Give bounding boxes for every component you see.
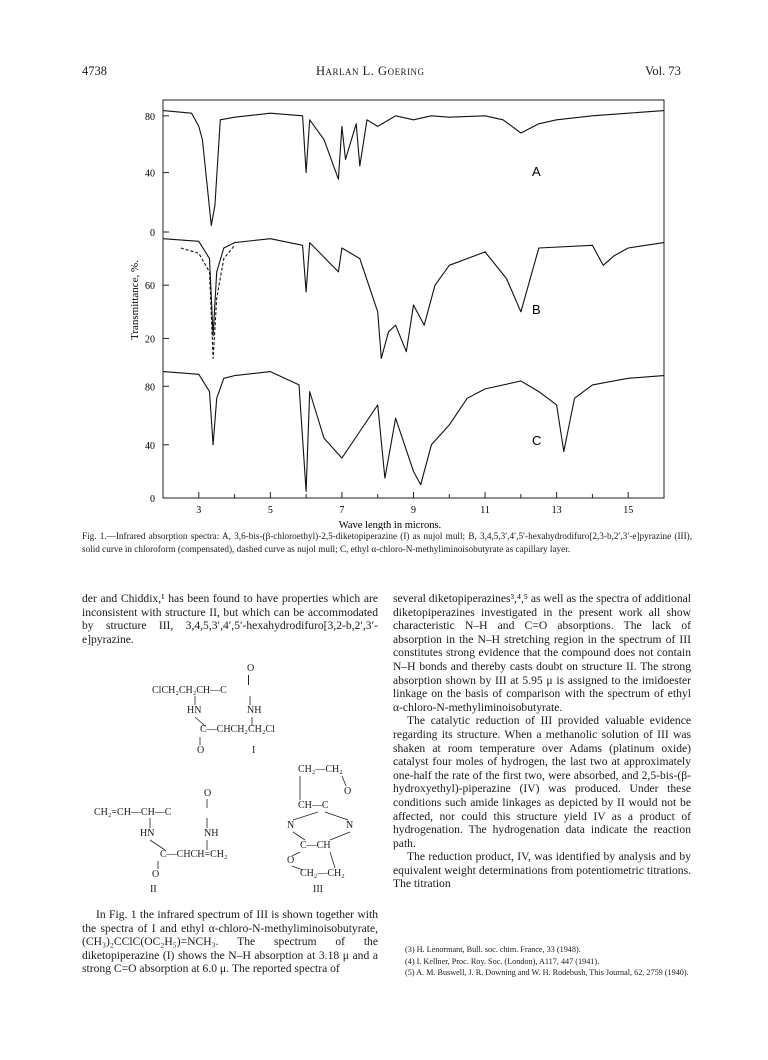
x-tick-label: 11: [480, 505, 490, 516]
y-tick-label: 80: [145, 111, 155, 123]
y-tick-label: 40: [145, 440, 155, 452]
panel-label-b: B: [532, 302, 541, 317]
y-tick-label: 0: [150, 494, 155, 505]
y-tick-label: 40: [145, 168, 155, 180]
struct-i-row1: ClCH₂CH₂CH—C: [152, 685, 227, 696]
struct-iii-c-ch: C—CH: [300, 840, 331, 851]
struct-i-hn: HN: [187, 705, 202, 716]
struct-ii-o-bottom: O: [152, 869, 160, 880]
y-tick-label: 80: [145, 382, 155, 394]
axis-ticks: [145, 112, 664, 516]
left-column-top: [82, 592, 378, 646]
paragraph-intro: der and Chiddix,¹ has been found to have properties which are inconsistent with structure II, but which can be accommodated by structure III, 3,4,5,3′,4′,5′-hexahydrodifuro[3,2-b,2′,3′-e]pyrazine.: [82, 592, 378, 646]
struct-ii-label: II: [150, 884, 157, 895]
spectrum-curve-b: [163, 239, 664, 359]
page-number: 4738: [82, 64, 107, 78]
running-head-author: Harlan L. Goering: [316, 64, 425, 78]
struct-iii-o-right: O: [344, 786, 352, 797]
struct-iii-n-right: N: [346, 820, 354, 831]
struct-iii-label: III: [313, 884, 323, 895]
struct-i-label: I: [252, 745, 256, 756]
panel-label-a: A: [532, 164, 541, 179]
right-column: [393, 592, 691, 891]
struct-iii-o-left: O: [287, 855, 295, 866]
y-tick-label: 0: [150, 228, 155, 239]
struct-ii-row1: CH₂=CH—CH—C: [94, 807, 172, 818]
spectrum-curve-b-nujol: [181, 245, 235, 358]
paragraph-fig1: In Fig. 1 the infrared spectrum of III is shown together with the spectra of I and ethyl α-chloro-N-methyliminoisobutyrate, (CH₃)₂CClC(OC₂H₅)=NCH₃. The spectrum of the diketopiperazine (I) shows the N–H absorption at 3.18 μ and a strong C=O absorption at 6.0 μ. The reported spectra of: [82, 908, 378, 976]
struct-iii-top: CH₂—CH₂: [298, 764, 343, 775]
paragraph-diketopiperazines: several diketopiperazines³,⁴,⁵ as well as the spectra of additional diketopiperazines investigated in the present work all show characteristic N–H and C=O absorptions. The lack of absorption in the N–H stretching region in the spectrum of III constitutes strong evidence that the compound does not contain N–H bonds and thereby casts doubt on structure II. The strong absorption shown by III at 5.95 μ is assigned to the imidoester linkage on the basis of comparison with the spectrum of ethyl α-chloro-N-methyliminoisobutyrate.: [393, 592, 691, 714]
panel-label-c: C: [532, 433, 542, 448]
volume-label: Vol. 73: [645, 64, 681, 78]
caption-head: Fig. 1.—Infrared absorption spectra:: [82, 531, 220, 541]
left-column-bottom: [82, 908, 378, 976]
struct-i-o-bottom: O: [197, 745, 205, 756]
footnote-3: (3) H. Lenormant, Bull. soc. chim. France, 33 (1948).: [405, 945, 581, 954]
struct-i-row3: C—CHCH₂CH₂Cl: [200, 724, 275, 735]
footnote-5: (5) A. M. Buswell, J. R. Downing and W. H. Rodebush, This Journal, 62, 2759 (1940).: [405, 968, 689, 977]
struct-ii-hn: HN: [140, 828, 155, 839]
x-tick-label: 7: [339, 505, 345, 516]
struct-ii-o-top: O: [204, 788, 212, 799]
x-tick-label: 15: [623, 505, 634, 516]
paragraph-catalytic-reduction: The catalytic reduction of III provided valuable evidence regarding its structure. When a methanolic solution of III was shaken at room temperature over Adams (platinum oxide) catalyst four moles of hydrogen, the last two at approximately one-half the rate of the first two, were absorbed, and 2,5-bis-(β-hydroxyethyl)-piperazine (IV) was produced. Under these conditions such amide linkages as depicted by II would not be affected, nor could this structure yield IV as a product of hydrogenation. The hydrogenation data indicate the reaction path.: [393, 714, 691, 850]
y-tick-label: 20: [145, 334, 155, 346]
struct-ii-nh: NH: [204, 828, 219, 839]
x-tick-label: 3: [196, 505, 202, 516]
paragraph-reduction-product: The reduction product, IV, was identified by analysis and by equivalent weight determinations from potentiometric titrations. The titration: [393, 850, 691, 891]
plot-frame: [163, 100, 664, 498]
struct-i-bond: [248, 675, 250, 685]
footnotes: [393, 944, 691, 979]
figure-caption: [82, 530, 692, 556]
struct-iii-bottom: CH₂—CH₂: [300, 868, 345, 879]
y-axis-label: Transmittance, %.: [129, 260, 141, 340]
struct-i-o-top: O: [247, 663, 255, 674]
x-axis-label: Wave length in microns.: [338, 520, 442, 530]
spectrum-curve-a: [163, 111, 664, 226]
y-tick-label: 60: [145, 281, 155, 293]
struct-i-nh: NH: [247, 705, 262, 716]
x-tick-label: 9: [411, 505, 416, 516]
plot-border: [163, 100, 664, 498]
struct-ii-row3: C—CHCH=CH₂: [160, 849, 228, 860]
spectrum-curve-c: [163, 372, 664, 492]
struct-iii-ch: CH—C: [298, 800, 329, 811]
caption-body: A, 3,6-bis-(β-chloroethyl)-2,5-diketopiperazine (I) as nujol mull; B, 3,4,5,3′,4′,5′-hexahydrodifuro[2,3-b,2′,3′-e]pyrazine (III), solid curve in chloroform (compensated), dashed curve as nujol mull; C, ethyl α-chloro-N-methyliminoisobutyrate as capillary layer.: [82, 531, 692, 554]
footnote-4: (4) I. Kellner, Proc. Roy. Soc. (London), A117, 447 (1941).: [405, 956, 600, 966]
struct-iii-n-left: N: [287, 820, 295, 831]
spectra-curves: [163, 111, 664, 492]
x-tick-label: 5: [267, 505, 273, 516]
x-tick-label: 13: [551, 505, 562, 516]
